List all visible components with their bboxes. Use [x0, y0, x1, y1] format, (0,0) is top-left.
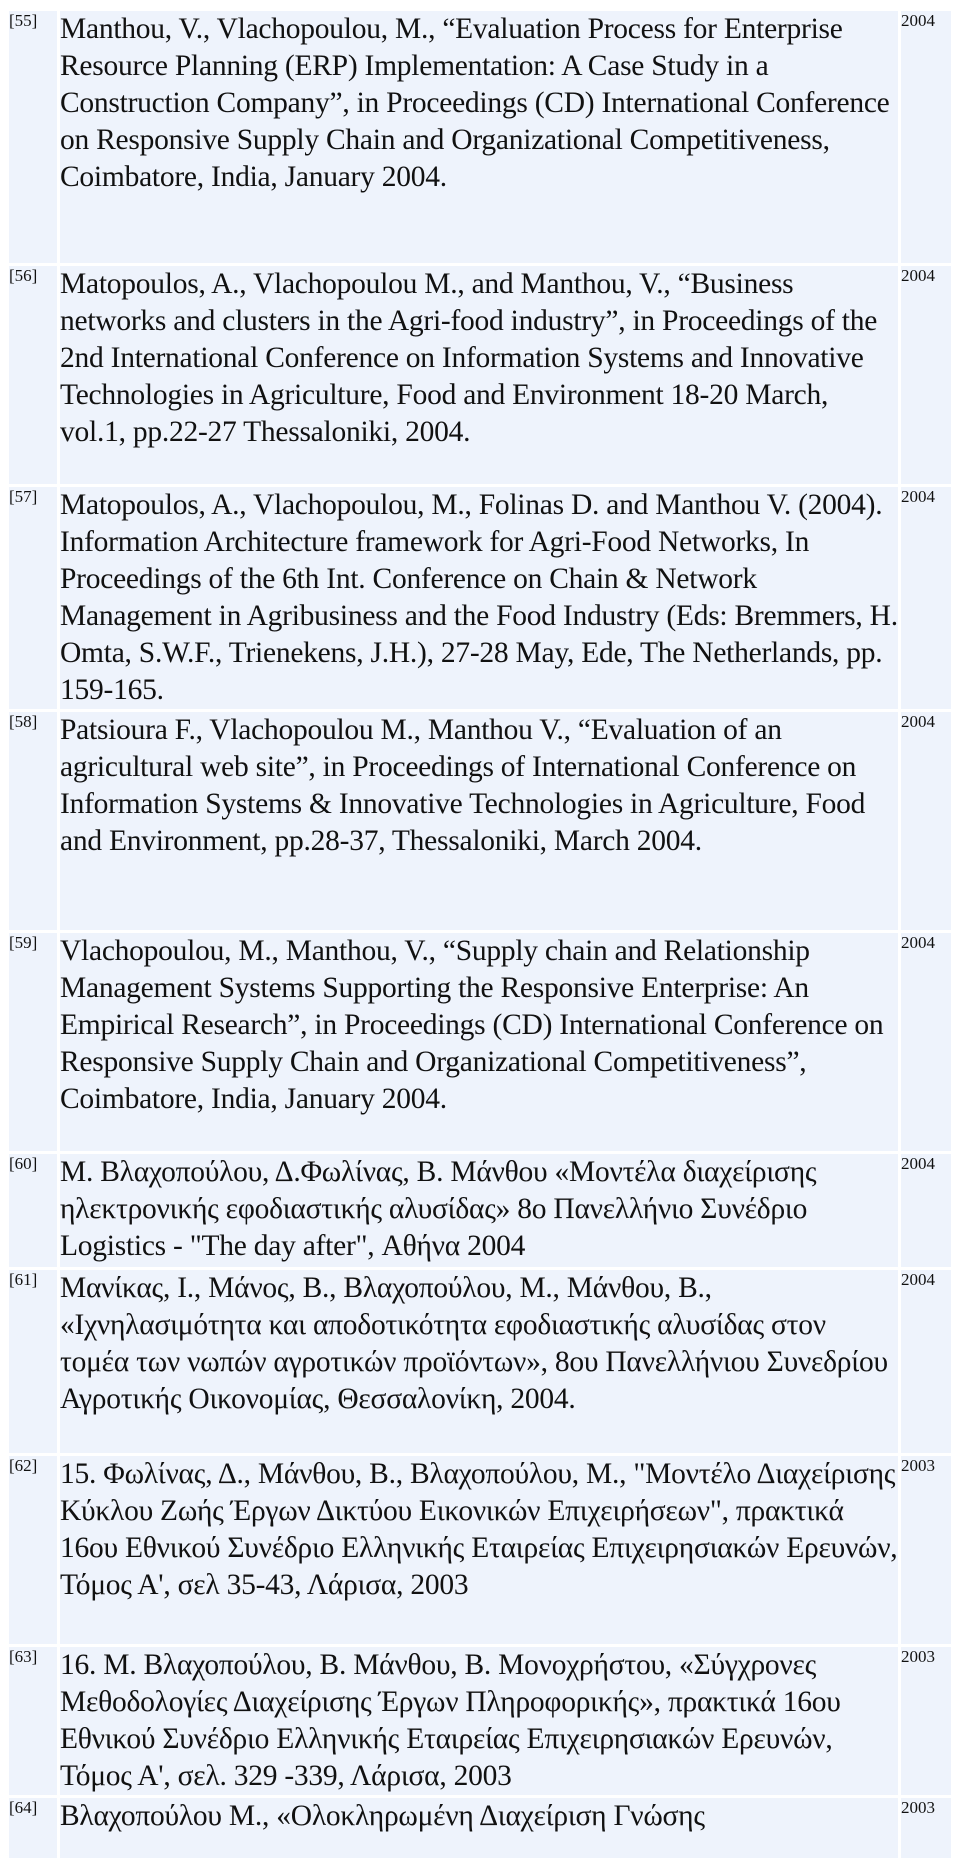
reference-text: Vlachopoulou, M., Manthou, V., “Supply chain and Relationship Management Systems Supporting the Responsive Enterprise: An Empirical Research”, in Proceedings (CD) International Conference on Responsive Supply Chain and Organizational Competitiveness”, Coimbatore, India, January 2004. — [60, 933, 898, 1151]
reference-row — [9, 1647, 951, 1795]
reference-text: Βλαχοπούλου Μ., «Ολοκληρωμένη Διαχείριση Γνώσης — [60, 1798, 898, 1858]
reference-row — [9, 1270, 951, 1453]
reference-row — [9, 933, 951, 1151]
reference-year: 2003 — [901, 1798, 951, 1858]
reference-text: Matopoulos, A., Vlachopoulou, M., Folinas D. and Manthou V. (2004). Information Architecture framework for Agri-Food Networks, In Proceedings of the 6th Int. Conference on Chain & Network Management in Agribusiness and the Food Industry (Eds: Bremmers, H. Omta, S.W.F., Trienekens, J.H.), 27-28 May, Ede, The Netherlands, pp. 159-165. — [60, 487, 898, 709]
reference-year: 2004 — [901, 266, 951, 484]
reference-row — [9, 1154, 951, 1267]
reference-number: [58] — [9, 712, 57, 930]
reference-row — [9, 1456, 951, 1644]
reference-number: [64] — [9, 1798, 57, 1858]
reference-row — [9, 266, 951, 484]
reference-number: [55] — [9, 11, 57, 263]
reference-year: 2004 — [901, 712, 951, 930]
reference-text: Patsioura F., Vlachopoulou M., Manthou V., “Evaluation of an agricultural web site”, in Proceedings of International Conference on Information Systems & Innovative Technologies in Agriculture, Food and Environment, pp.28-37, Thessaloniki, March 2004. — [60, 712, 898, 930]
reference-text: Μ. Βλαχοπούλου, Δ.Φωλίνας, Β. Μάνθου «Μοντέλα διαχείρισης ηλεκτρονικής εφοδιαστικής αλυσίδας» 8ο Πανελλήνιο Συνέδριο Logistics - "The day after", Αθήνα 2004 — [60, 1154, 898, 1267]
reference-row — [9, 1798, 951, 1858]
reference-year: 2003 — [901, 1456, 951, 1644]
references-table — [6, 8, 954, 1861]
reference-number: [62] — [9, 1456, 57, 1644]
reference-number: [60] — [9, 1154, 57, 1267]
reference-year: 2004 — [901, 11, 951, 263]
reference-year: 2004 — [901, 1154, 951, 1267]
reference-text: 15. Φωλίνας, Δ., Μάνθου, Β., Βλαχοπούλου, Μ., "Μοντέλο Διαχείρισης Κύκλου Ζωής Έργων Δικτύου Εικονικών Επιχειρήσεων", πρακτικά 16ου Εθνικού Συνέδριο Ελληνικής Εταιρείας Επιχειρησιακών Ερευνών, Τόμος Α', σελ 35-43, Λάρισα, 2003 — [60, 1456, 898, 1644]
reference-number: [63] — [9, 1647, 57, 1795]
reference-number: [56] — [9, 266, 57, 484]
reference-year: 2003 — [901, 1647, 951, 1795]
reference-row — [9, 712, 951, 930]
reference-year: 2004 — [901, 933, 951, 1151]
reference-number: [59] — [9, 933, 57, 1151]
reference-year: 2004 — [901, 1270, 951, 1453]
reference-row — [9, 487, 951, 709]
reference-text: Manthou, V., Vlachopoulou, M., “Evaluation Process for Enterprise Resource Planning (ERP) Implementation: A Case Study in a Construction Company”, in Proceedings (CD) International Conference on Responsive Supply Chain and Organizational Competitiveness, Coimbatore, India, January 2004. — [60, 11, 898, 263]
reference-text: Μανίκας, Ι., Μάνος, Β., Βλαχοπούλου, Μ., Μάνθου, Β., «Ιχνηλασιμότητα και αποδοτικότητα εφοδιαστικής αλυσίδας στον τομέα των νωπών αγροτικών προϊόντων», 8ου Πανελλήνιου Συνεδρίου Αγροτικής Οικονομίας, Θεσσαλονίκη, 2004. — [60, 1270, 898, 1453]
reference-year: 2004 — [901, 487, 951, 709]
reference-text: Matopoulos, A., Vlachopoulou M., and Manthou, V., “Business networks and clusters in the Agri-food industry”, in Proceedings of the 2nd International Conference on Information Systems and Innovative Technologies in Agriculture, Food and Environment 18-20 March, vol.1, pp.22-27 Thessaloniki, 2004. — [60, 266, 898, 484]
reference-row — [9, 11, 951, 263]
reference-number: [57] — [9, 487, 57, 709]
reference-text: 16. Μ. Βλαχοπούλου, Β. Μάνθου, Β. Μονοχρήστου, «Σύγχρονες Μεθοδολογίες Διαχείρισης Έργων Πληροφορικής», πρακτικά 16ου Εθνικού Συνέδριο Ελληνικής Εταιρείας Επιχειρησιακών Ερευνών, Τόμος Α', σελ. 329 -339, Λάρισα, 2003 — [60, 1647, 898, 1795]
reference-number: [61] — [9, 1270, 57, 1453]
